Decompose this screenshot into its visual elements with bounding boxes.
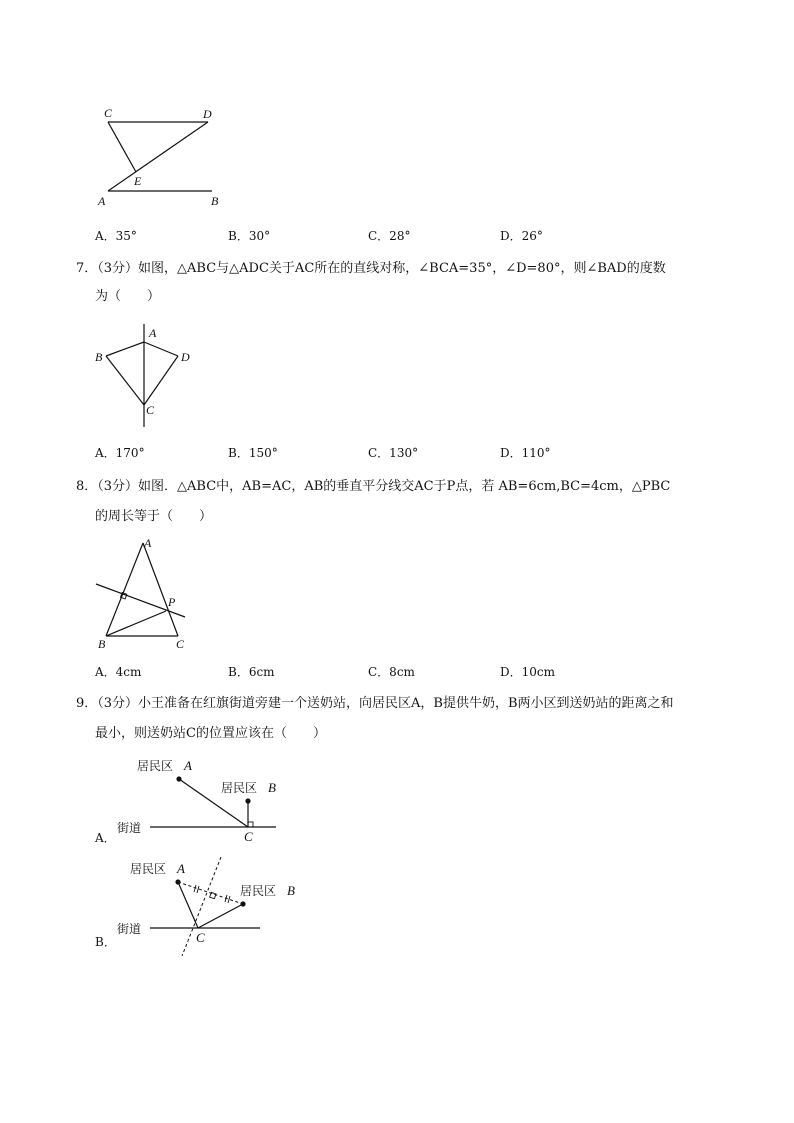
q8-option-d[interactable]: D．10cm <box>500 665 555 679</box>
q9b-right-angle-mark <box>210 892 216 898</box>
q9b-residential-b-letter: B <box>287 883 295 898</box>
q6-label-c: C <box>104 106 113 120</box>
q6-line-da <box>108 122 208 191</box>
q7-label-a: A <box>149 326 157 340</box>
q8-option-b[interactable]: B．6cm <box>228 665 275 679</box>
q7-label-d: D <box>181 350 190 364</box>
q6-option-c[interactable]: C．28° <box>368 229 411 243</box>
q9a-residential-b-label: 居民区 <box>221 781 258 795</box>
q6-line-ce <box>108 122 136 172</box>
q9-option-a[interactable]: A． <box>95 831 116 845</box>
q8-label-c: C <box>176 637 185 651</box>
q7-line-dc <box>144 356 178 405</box>
q7-option-d[interactable]: D．110° <box>500 446 551 460</box>
q6-option-a[interactable]: A．35° <box>95 229 137 243</box>
q8-stem-line1: 8．（3分）如图．△ABC中，AB=AC，AB的垂直平分线交AC于P点，若 AB=6cm,BC=4cm，△PBC <box>76 479 671 494</box>
q8-right-angle-mark <box>120 592 126 598</box>
q6-label-b: B <box>211 194 219 208</box>
q9b-residential-a-label: 居民区 <box>130 862 167 876</box>
q6-figure <box>95 100 235 210</box>
q7-option-c[interactable]: C．130° <box>368 446 419 460</box>
q7-label-c: C <box>146 403 155 417</box>
q8-figure <box>92 535 202 655</box>
q8-stem-line2: 的周长等于（ ） <box>95 509 213 524</box>
q9b-street-label: 街道 <box>117 922 142 936</box>
q9-option-b[interactable]: B． <box>95 935 116 949</box>
q9a-residential-a-label: 居民区 <box>137 759 174 773</box>
q9a-street-label: 街道 <box>117 821 142 835</box>
q9b-residential-b-label: 居民区 <box>240 884 277 898</box>
q7-line-bc <box>106 356 144 405</box>
q9a-label-c: C <box>244 829 253 844</box>
q9-stem-line1: 9．（3分）小王准备在红旗街道旁建一个送奶站，向居民区A，B提供牛奶，B两小区到送奶站的距离之和 <box>76 696 674 711</box>
q7-line-ab <box>106 342 144 356</box>
q9a-residential-a-letter: A <box>184 758 192 773</box>
q7-option-b[interactable]: B．150° <box>228 446 278 460</box>
q9b-line-bc <box>198 904 243 928</box>
q6-label-d: D <box>203 107 212 121</box>
q7-stem-line2: 为（ ） <box>95 289 161 304</box>
q8-option-c[interactable]: C．8cm <box>368 665 415 679</box>
q9a-right-angle-mark <box>248 822 253 827</box>
q8-line-ac <box>143 543 178 636</box>
q9b-tick-2b <box>228 896 230 903</box>
q9b-residential-a-letter: A <box>177 861 185 876</box>
q7-figure <box>92 320 202 430</box>
q8-label-a: A <box>144 536 152 550</box>
q7-stem-line1: 7．（3分）如图，△ABC与△ADC关于AC所在的直线对称，∠BCA=35°，∠D=80°，则∠BAD的度数 <box>76 261 666 276</box>
q9b-dashed-segment-ab <box>178 882 243 904</box>
q8-label-p: P <box>168 595 176 609</box>
q8-label-b: B <box>98 637 106 651</box>
q9a-residential-b-letter: B <box>268 780 276 795</box>
q9-stem-line2: 最小，则送奶站C的位置应该在（ ） <box>95 726 326 741</box>
q7-option-a[interactable]: A．170° <box>95 446 145 460</box>
q7-label-b: B <box>95 350 103 364</box>
q9b-label-c: C <box>196 930 205 945</box>
q9-option-b-figure[interactable] <box>110 852 310 952</box>
q6-option-d[interactable]: D．26° <box>500 229 543 243</box>
q6-label-a: A <box>98 194 106 208</box>
q7-line-ad <box>144 342 178 356</box>
q9-option-a-figure[interactable] <box>110 752 290 847</box>
q8-option-a[interactable]: A．4cm <box>95 665 142 679</box>
q6-option-b[interactable]: B．30° <box>228 229 271 243</box>
q6-label-e: E <box>134 174 142 188</box>
